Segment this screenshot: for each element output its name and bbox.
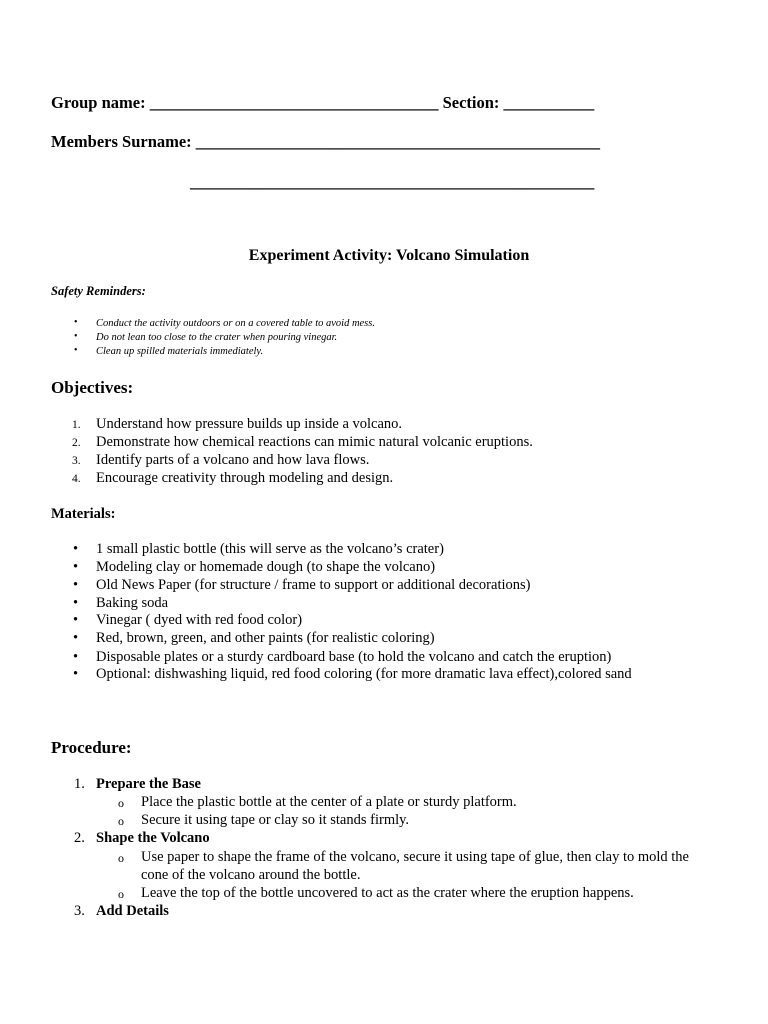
sub-bullet-icon: o xyxy=(118,796,124,810)
material-item: Baking soda xyxy=(96,595,169,611)
objective-item: Demonstrate how chemical reactions can mimic natural volcanic eruptions. xyxy=(96,434,533,450)
sub-bullet-icon: o xyxy=(118,814,124,828)
bullet-icon: • xyxy=(73,595,79,611)
step-number: 2. xyxy=(74,830,85,846)
step-number: 3. xyxy=(74,903,85,919)
material-item: Modeling clay or homemade dough (to shape the volcano) xyxy=(96,559,436,575)
bullet-icon: • xyxy=(73,559,79,575)
bullet-icon: • xyxy=(73,612,79,628)
material-item: Vinegar ( dyed with red food color) xyxy=(96,612,303,628)
objectives-heading: Objectives: xyxy=(51,378,134,397)
list-number: 3. xyxy=(72,455,81,467)
step-title: Shape the Volcano xyxy=(96,830,210,846)
step-detail: Secure it using tape or clay so it stands firmly. xyxy=(141,812,410,828)
material-item: 1 small plastic bottle (this will serve as the volcano’s crater) xyxy=(96,541,444,557)
members-surname-line-2: _________________________________________________ xyxy=(190,172,595,191)
step-detail: Leave the top of the bottle uncovered to act as the crater where the eruption happens. xyxy=(141,885,634,901)
material-item: Optional: dishwashing liquid, red food coloring (for more dramatic lava effect),colored sand xyxy=(96,666,632,682)
list-number: 1. xyxy=(72,419,81,431)
safety-heading: Safety Reminders: xyxy=(51,284,146,298)
procedure-heading: Procedure: xyxy=(51,738,132,757)
step-number: 1. xyxy=(74,776,85,792)
bullet-icon: • xyxy=(73,630,79,646)
page-title: Experiment Activity: Volcano Simulation xyxy=(248,247,530,264)
step-title: Prepare the Base xyxy=(96,776,201,792)
bullet-icon: • xyxy=(74,345,78,356)
bullet-icon: • xyxy=(73,666,79,682)
members-surname-line: Members Surname: _________________________________________________ xyxy=(51,132,601,151)
step-detail: Place the plastic bottle at the center of a plate or sturdy platform. xyxy=(141,794,517,810)
bullet-icon: • xyxy=(73,649,79,665)
list-number: 4. xyxy=(72,473,81,485)
bullet-icon: • xyxy=(74,317,78,328)
step-detail: cone of the volcano around the bottle. xyxy=(141,867,361,883)
material-item: Old News Paper (for structure / frame to support or additional decorations) xyxy=(96,577,531,593)
materials-heading: Materials: xyxy=(51,506,116,522)
material-item: Red, brown, green, and other paints (for realistic coloring) xyxy=(96,630,435,646)
material-item: Disposable plates or a sturdy cardboard base (to hold the volcano and catch the eruption) xyxy=(96,649,612,665)
bullet-icon: • xyxy=(73,541,79,557)
step-detail: Use paper to shape the frame of the volcano, secure it using tape of glue, then clay to mold the xyxy=(141,849,689,865)
sub-bullet-icon: o xyxy=(118,887,124,901)
list-number: 2. xyxy=(72,437,81,449)
objective-item: Identify parts of a volcano and how lava flows. xyxy=(96,452,370,468)
bullet-icon: • xyxy=(73,577,79,593)
group-name-line: Group name: ___________________________________ Section: ___________ xyxy=(51,93,595,112)
step-title: Add Details xyxy=(96,903,169,919)
safety-item: Conduct the activity outdoors or on a covered table to avoid mess. xyxy=(96,318,375,329)
objective-item: Understand how pressure builds up inside a volcano. xyxy=(96,416,403,432)
safety-item: Do not lean too close to the crater when pouring vinegar. xyxy=(96,332,338,343)
safety-item: Clean up spilled materials immediately. xyxy=(96,346,264,357)
sub-bullet-icon: o xyxy=(118,851,124,865)
bullet-icon: • xyxy=(74,331,78,342)
objective-item: Encourage creativity through modeling and design. xyxy=(96,470,394,486)
